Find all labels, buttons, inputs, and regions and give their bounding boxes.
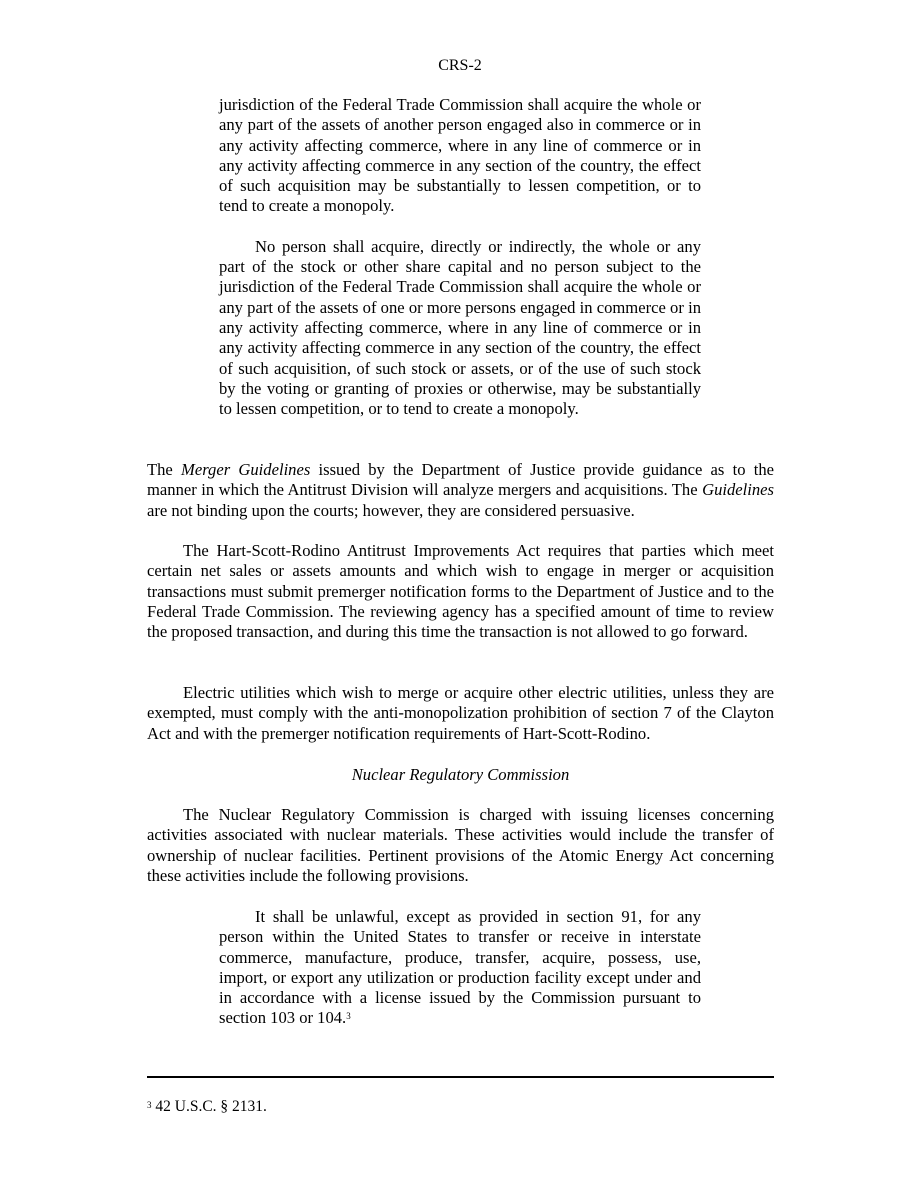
text-span: are not binding upon the courts; however, they are considered persuasive. <box>147 500 635 520</box>
page-header: CRS-2 <box>438 57 482 74</box>
footnote-text: 42 U.S.C. § 2131. <box>151 1098 267 1115</box>
footnote-reference[interactable]: 3 <box>346 1011 351 1022</box>
quote-paragraph: jurisdiction of the Federal Trade Commission shall acquire the whole or any part of the assets of another person engaged also in commerce or in any activity affecting commerce, where in any line of commerce or in any activity affecting commerce in any section of the country, the effect of such acquisition may be substantially to lessen competition, or to tend to create a monopoly. <box>219 95 701 216</box>
footnote-divider <box>147 1076 774 1078</box>
block-quote-atomic-energy-act <box>219 907 701 1029</box>
paragraph-electric-utilities: Electric utilities which wish to merge or acquire other electric utilities, unless they are exempted, must comply with the anti-monopolization prohibition of section 7 of the Clayton Act and with the premerger notification requirements of Hart-Scott-Rodino. <box>147 683 774 743</box>
section-heading: Nuclear Regulatory Commission <box>351 765 570 784</box>
text-span: issued by the Department of Justice provide guidance as to the manner in which the Antitrust Division will analyze mergers and acquisitions. The <box>147 460 774 500</box>
quote-text: It shall be unlawful, except as provided in section 91, for any person within the United States to transfer or receive in interstate commerce, manufacture, produce, transfer, acquire, possess, use, import, or export any utilization or production facility except under and in accordance with a license issued by the Commission pursuant to section 103 or 104. <box>219 907 701 1028</box>
paragraph-nrc: The Nuclear Regulatory Commission is charged with issuing licenses concerning activities associated with nuclear materials. These activities would include the transfer of ownership of nuclear facilities. Pertinent provisions of the Atomic Energy Act concerning these activities include the following provisions. <box>147 805 774 885</box>
paragraph-hart-scott-rodino: The Hart-Scott-Rodino Antitrust Improvements Act requires that parties which meet certain net sales or assets amounts and which wish to engage in merger or acquisition transactions must submit premerger notification forms to the Department of Justice and to the Federal Trade Commission. The reviewing agency has a specified amount of time to review the proposed transaction, and during this time the transaction is not allowed to go forward. <box>147 541 774 642</box>
footnote-number: 3 <box>147 1100 152 1110</box>
footnote <box>147 1097 267 1117</box>
italic-title: Merger Guidelines <box>181 460 311 479</box>
italic-title: Guidelines <box>702 480 774 500</box>
quote-paragraph: No person shall acquire, directly or indirectly, the whole or any part of the stock or other share capital and no person subject to the jurisdiction of the Federal Trade Commission shall acquire the whole or any part of the assets of one or more persons engaged in commerce or in any activity affecting commerce, where in any line of commerce or in any activity affecting commerce in any section of the country, the effect of such acquisition, of such stock or assets, or of the use of such stock by the voting or granting of proxies or otherwise, may be substantially to lessen competition, or to tend to create a monopoly. <box>219 236 701 419</box>
block-quote-clayton-act <box>219 95 701 419</box>
text-span: The <box>147 460 182 479</box>
paragraph-merger-guidelines <box>147 460 774 521</box>
